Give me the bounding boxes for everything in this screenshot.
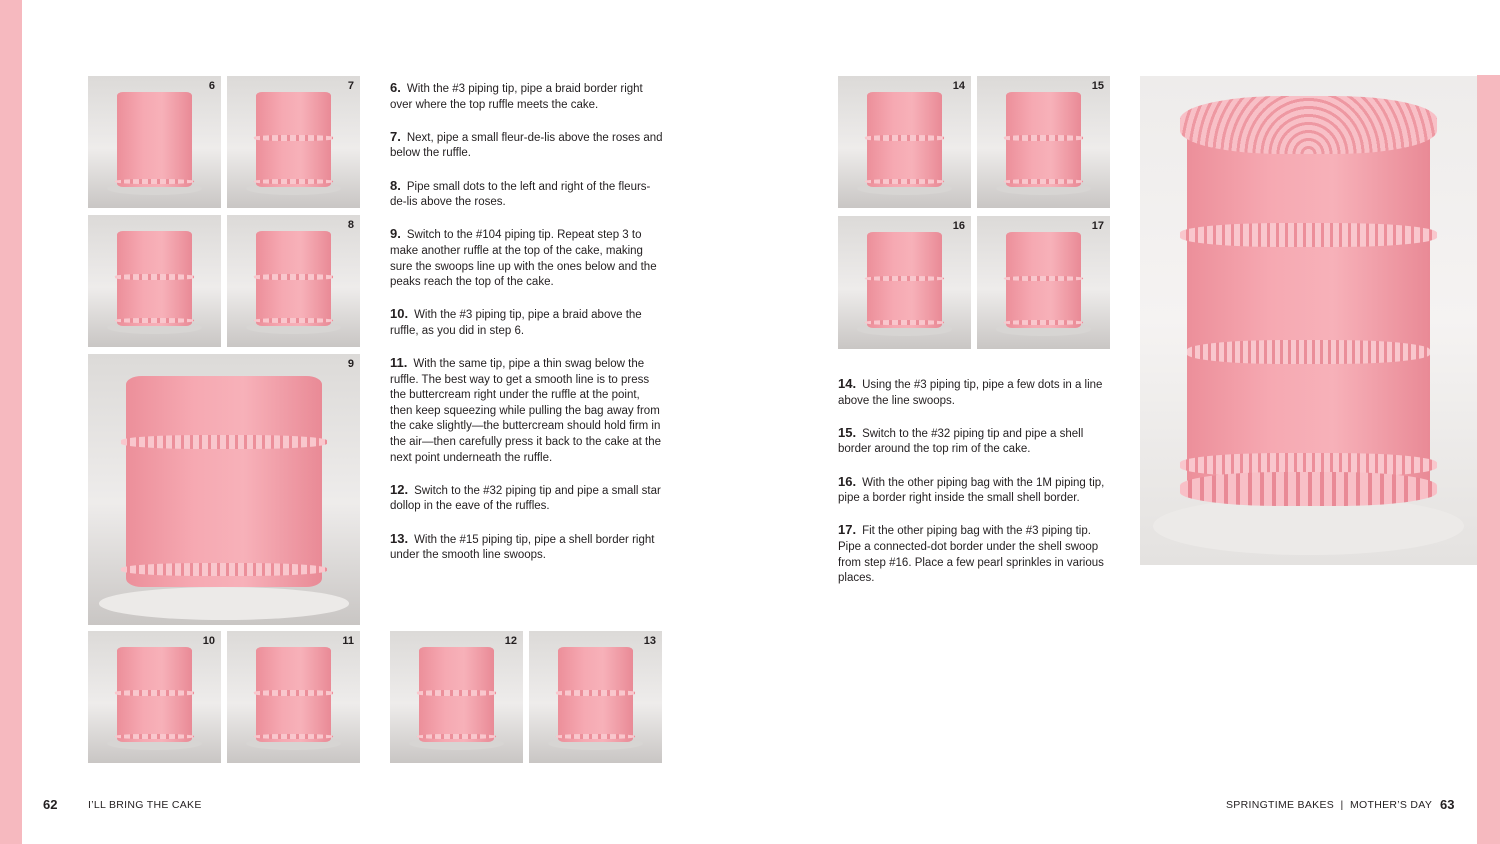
left-running-head: I’LL BRING THE CAKE [88, 799, 202, 811]
photo-number: 12 [504, 635, 517, 647]
step-number: 6. [390, 80, 401, 95]
step [390, 129, 665, 162]
step-photo [838, 216, 971, 349]
step-photo [88, 215, 221, 347]
step-number: 14. [838, 376, 857, 391]
step-photo [88, 631, 221, 763]
step [390, 482, 665, 515]
step-photo-large [88, 354, 360, 625]
step-text: With the #3 piping tip, pipe a braid border right over where the top ruffle meets the cake. [390, 83, 643, 111]
step-text: With the other piping bag with the 1M piping tip, pipe a border right inside the small shell border. [838, 476, 1105, 505]
step-text: Switch to the #32 piping tip and pipe a shell border around the top rim of the cake. [838, 427, 1084, 456]
step-text: Switch to the #104 piping tip. Repeat step 3 to make another ruffle at the top of the cake, making sure the swoops line up with the ones below and the peaks reach the top of the cake. [390, 229, 657, 289]
step [390, 226, 665, 290]
step-number: 15. [838, 424, 857, 440]
photo-number: 15 [1091, 80, 1104, 92]
photo-number: 17 [1091, 220, 1104, 232]
step-text: Pipe small dots to the left and right of the fleurs-de-lis above the roses. [390, 180, 651, 209]
right-page-edge-gap [1477, 0, 1500, 75]
step-number: 16. [838, 473, 857, 489]
step [390, 355, 665, 466]
step-number: 11. [390, 355, 408, 371]
step-text: Fit the other piping bag with the #3 piping tip. Pipe a connected-dot border under the shell swoop from step #16. Place a few pearl sprinkles in various places. [838, 525, 1104, 585]
step-text: With the #15 piping tip, pipe a shell border right under the smooth line swoops. [390, 533, 655, 562]
step-photo [838, 76, 971, 208]
step-number: 13. [390, 530, 409, 546]
step-photo [227, 631, 360, 763]
step-number: 17. [838, 522, 857, 538]
step-photo [390, 631, 523, 763]
step-text: Switch to the #32 piping tip and pipe a small star dollop in the eave of the ruffles. [390, 484, 661, 513]
step-text: Next, pipe a small fleur-de-lis above the roses and below the ruffle. [390, 131, 663, 160]
step-text: With the same tip, pipe a thin swag below the ruffle. The best way to get a smooth line is to press the buttercream right under the ruffle at the point, then keep squeezing while pulling the bag away from the cake slightly—the buttercream should hold firm in the air—then carefully press it back to the cake at the next point underneath the ruffle. [390, 358, 662, 464]
step [390, 531, 665, 564]
right-page-number: 63 [1440, 797, 1455, 812]
right-running-head: SPRINGTIME BAKES | MOTHER’S DAY [1226, 799, 1433, 811]
left-page-edge [0, 0, 22, 844]
step-photo [88, 76, 221, 208]
step-number: 7. [390, 128, 401, 144]
step-number: 12. [390, 481, 409, 497]
photo-number: 9 [347, 358, 354, 370]
right-step-list [838, 376, 1113, 602]
photo-number: 16 [952, 220, 965, 232]
step [838, 425, 1113, 458]
step-photo [529, 631, 662, 763]
step-photo [977, 76, 1110, 208]
step-number: 9. [390, 226, 401, 242]
step [390, 306, 665, 339]
photo-number: 11 [342, 635, 354, 647]
photo-number: 13 [643, 635, 656, 647]
left-step-list [390, 80, 665, 579]
photo-number: 8 [347, 219, 354, 231]
photo-number: 14 [952, 80, 965, 92]
step-number: 8. [390, 177, 401, 193]
photo-number: 10 [202, 635, 215, 647]
step-number: 10. [390, 306, 409, 322]
step [838, 474, 1113, 507]
step-photo [227, 76, 360, 208]
step [390, 80, 665, 113]
photo-number: 6 [208, 80, 215, 92]
step-text: With the #3 piping tip, pipe a braid above the ruffle, as you did in step 6. [390, 309, 642, 337]
photo-number: 7 [347, 80, 354, 92]
step [838, 522, 1113, 586]
step-photo [227, 215, 360, 347]
right-page-edge [1477, 0, 1500, 844]
step [390, 178, 665, 211]
step-photo [977, 216, 1110, 349]
left-page-number: 62 [43, 797, 58, 812]
step [838, 376, 1113, 409]
finished-cake-photo [1140, 76, 1477, 565]
step-text: Using the #3 piping tip, pipe a few dots in a line above the line swoops. [838, 379, 1103, 407]
